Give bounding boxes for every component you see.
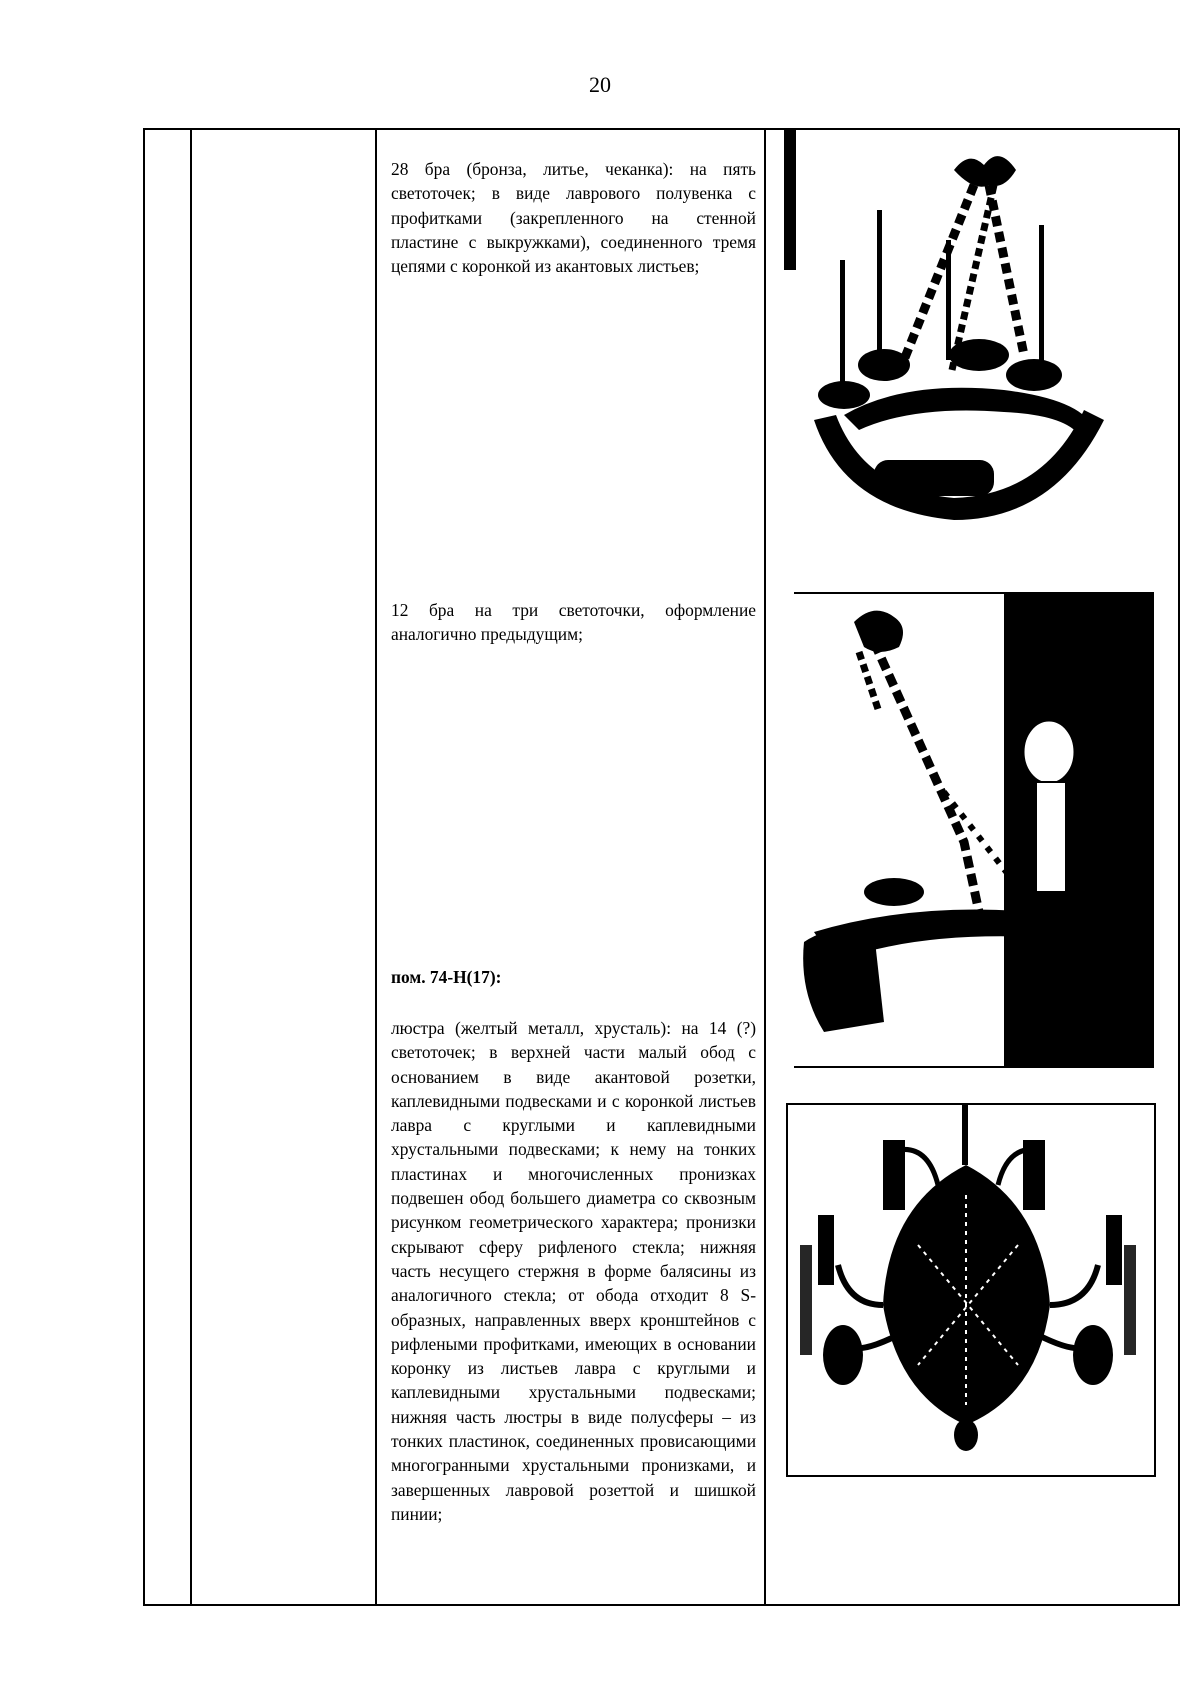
table-cell-photos xyxy=(765,129,1179,1605)
entry-sconce-three-lights: 12 бра на три светоточки, оформление аналогично предыдущим; xyxy=(391,600,756,645)
entry-chandelier: люстра (желтый металл, хрусталь): на 14 (?) светоточек; в верхней части малый обод с основанием в виде акантовой розетки, каплевидными подвесками и с коронкой листьев лавра с круглыми и каплевидными хрустальными подвесками; к нему на тонких пластинах и многочисленных пронизках подвешен обод большего диаметра со сквозным рисунком геометрического характера; пронизки скрывают сферу рифленого стекла; нижняя часть несущего стержня в форме балясины из аналогичного стекла; от обода отходит 8 S-образных, направленных вверх кронштейнов с рифлеными профитками, имеющих в основании коронку из листьев лавра с круглыми и каплевидными хрустальными подвесками; нижняя часть люстры в виде полусферы – из тонких пластинок, соединенных провисающими многогранными хрустальными пронизками, и завершенных лавровой розеттой и шишкой пинии; xyxy=(391,1018,756,1524)
inventory-table xyxy=(143,128,1180,1606)
table-cell-name xyxy=(191,129,376,1605)
sconce-three-lights-photo xyxy=(794,592,1154,1068)
entry-sconce-five-lights: 28 бра (бронза, литье, чеканка): на пять светоточек; в виде лаврового полувенка с профитками (закрепленного на стенной пластине с выкружками), соединенного тремя цепями с коронкой из акантовых листьев; xyxy=(391,159,756,277)
room-heading: пом. 74-Н(17): xyxy=(391,967,502,987)
table-cell-index xyxy=(144,129,191,1605)
page-number: 20 xyxy=(589,72,611,97)
chandelier-photo xyxy=(786,1103,1156,1477)
sconce-five-lights-photo xyxy=(784,130,1144,550)
table-cell-description xyxy=(376,129,765,1605)
